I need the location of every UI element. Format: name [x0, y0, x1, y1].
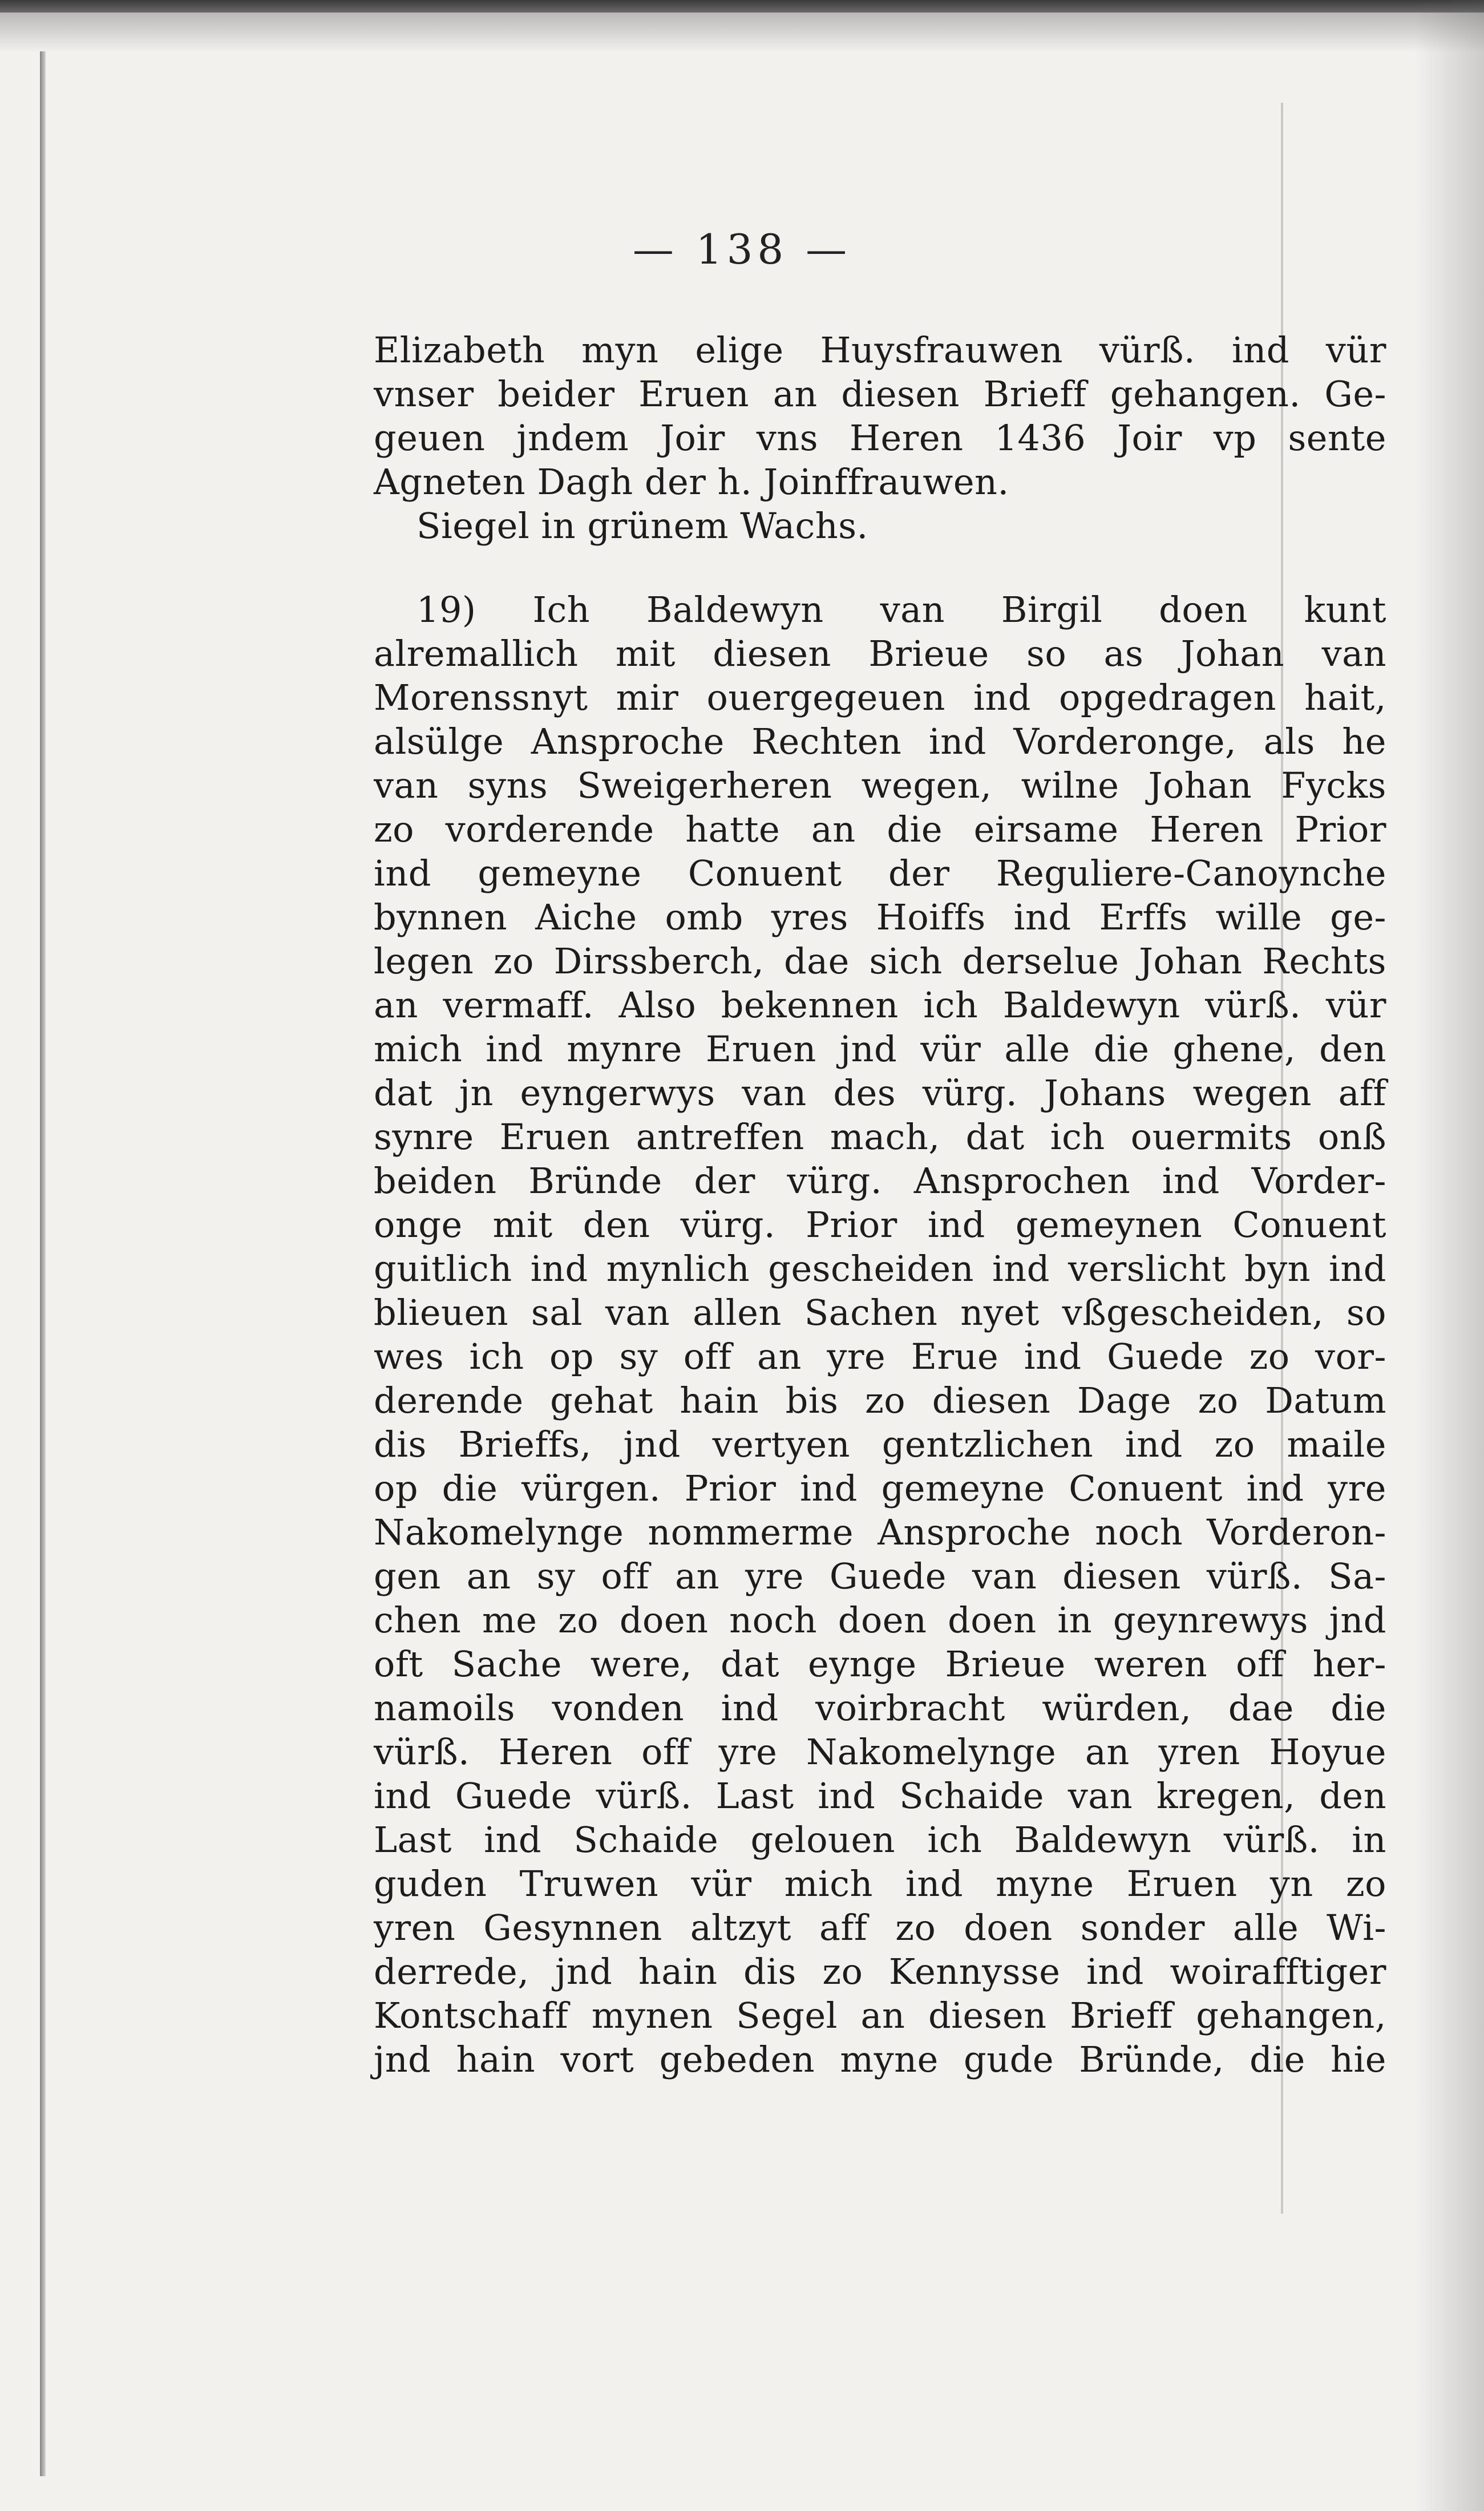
text-line: dat jn eyngerwys van des vürg. Johans wegen aff: [374, 1072, 1386, 1114]
text-line: gen an sy off an yre Guede van diesen vürß. Sa-: [374, 1555, 1386, 1597]
text-line: Agneten Dagh der h. Joinffrauwen.: [374, 461, 1009, 503]
text-line: ind gemeyne Conuent der Reguliere-Canoynche: [374, 852, 1386, 894]
text-line: ind Guede vürß. Last ind Schaide van kregen, den: [374, 1775, 1386, 1817]
seal-note: Siegel in grünem Wachs.: [417, 505, 868, 547]
text-line: onge mit den vürg. Prior ind gemeynen Conuent: [374, 1204, 1386, 1246]
text-line: vürß. Heren off yre Nakomelynge an yren Hoyue: [374, 1731, 1386, 1773]
text-line: namoils vonden ind voirbracht würden, dae die: [374, 1687, 1386, 1729]
text-line: alsülge Ansproche Rechten ind Vorderonge, als he: [374, 721, 1386, 762]
text-line: oft Sache were, dat eynge Brieue weren off her-: [374, 1643, 1386, 1685]
text-line: Kontschaff mynen Segel an diesen Brieff gehangen,: [374, 1995, 1386, 2036]
text-line: zo vorderende hatte an die eirsame Heren Prior: [374, 808, 1386, 850]
text-line: vnser beider Eruen an diesen Brieff gehangen. Ge-: [374, 373, 1386, 415]
paragraph-gap: [374, 548, 1386, 588]
scan-top-shadow: [0, 13, 1484, 52]
text-line: derrede, jnd hain dis zo Kennysse ind woirafftiger: [374, 1951, 1386, 1992]
document-text: [374, 328, 1386, 2081]
text-line: guitlich ind mynlich gescheiden ind verslicht byn ind: [374, 1248, 1386, 1289]
page-number: — 138 —: [632, 225, 852, 273]
text-line: wes ich op sy off an yre Erue ind Guede zo vor-: [374, 1336, 1386, 1377]
text-line: mich ind mynre Eruen jnd vür alle die ghene, den: [374, 1028, 1386, 1070]
text-line: jnd hain vort gebeden myne gude Bründe, die hie: [374, 2039, 1386, 2080]
text-line: bynnen Aiche omb yres Hoiffs ind Erffs wille ge-: [374, 896, 1386, 938]
scan-left-edge: [40, 51, 46, 2476]
text-line: Nakomelynge nommerme Ansproche noch Vorderon-: [374, 1511, 1386, 1553]
text-line: dis Brieffs, jnd vertyen gentzlichen ind zo maile: [374, 1424, 1386, 1465]
text-line: geuen jndem Joir vns Heren 1436 Joir vp sente: [374, 417, 1386, 459]
text-line: van syns Sweigerheren wegen, wilne Johan Fycks: [374, 765, 1386, 806]
text-line: alremallich mit diesen Brieue so as Johan van: [374, 633, 1386, 674]
text-line: op die vürgen. Prior ind gemeyne Conuent ind yre: [374, 1467, 1386, 1509]
text-line: yren Gesynnen altzyt aff zo doen sonder alle Wi-: [374, 1907, 1386, 1948]
text-line: derende gehat hain bis zo diesen Dage zo Datum: [374, 1380, 1386, 1421]
text-line: an vermaff. Also bekennen ich Baldewyn vürß. vür: [374, 984, 1386, 1026]
scan-top-border: [0, 0, 1484, 13]
text-line: chen me zo doen noch doen doen in geynrewys jnd: [374, 1599, 1386, 1641]
text-line: Morenssnyt mir ouergegeuen ind opgedragen hait,: [374, 677, 1386, 718]
text-line: Last ind Schaide gelouen ich Baldewyn vürß. in: [374, 1819, 1386, 1861]
paragraph-start: 19) Ich Baldewyn van Birgil doen kunt: [417, 589, 1386, 630]
text-line: synre Eruen antreffen mach, dat ich ouermits onß: [374, 1116, 1386, 1158]
scan-right-shadow: [1416, 0, 1484, 2511]
text-line: guden Truwen vür mich ind myne Eruen yn zo: [374, 1863, 1386, 1905]
text-line: Elizabeth myn elige Huysfrauwen vürß. ind vür: [374, 329, 1386, 371]
text-line: blieuen sal van allen Sachen nyet vßgescheiden, so: [374, 1292, 1386, 1333]
text-line: beiden Bründe der vürg. Ansprochen ind Vorder-: [374, 1160, 1386, 1202]
text-line: legen zo Dirssberch, dae sich derselue Johan Rechts: [374, 940, 1386, 982]
